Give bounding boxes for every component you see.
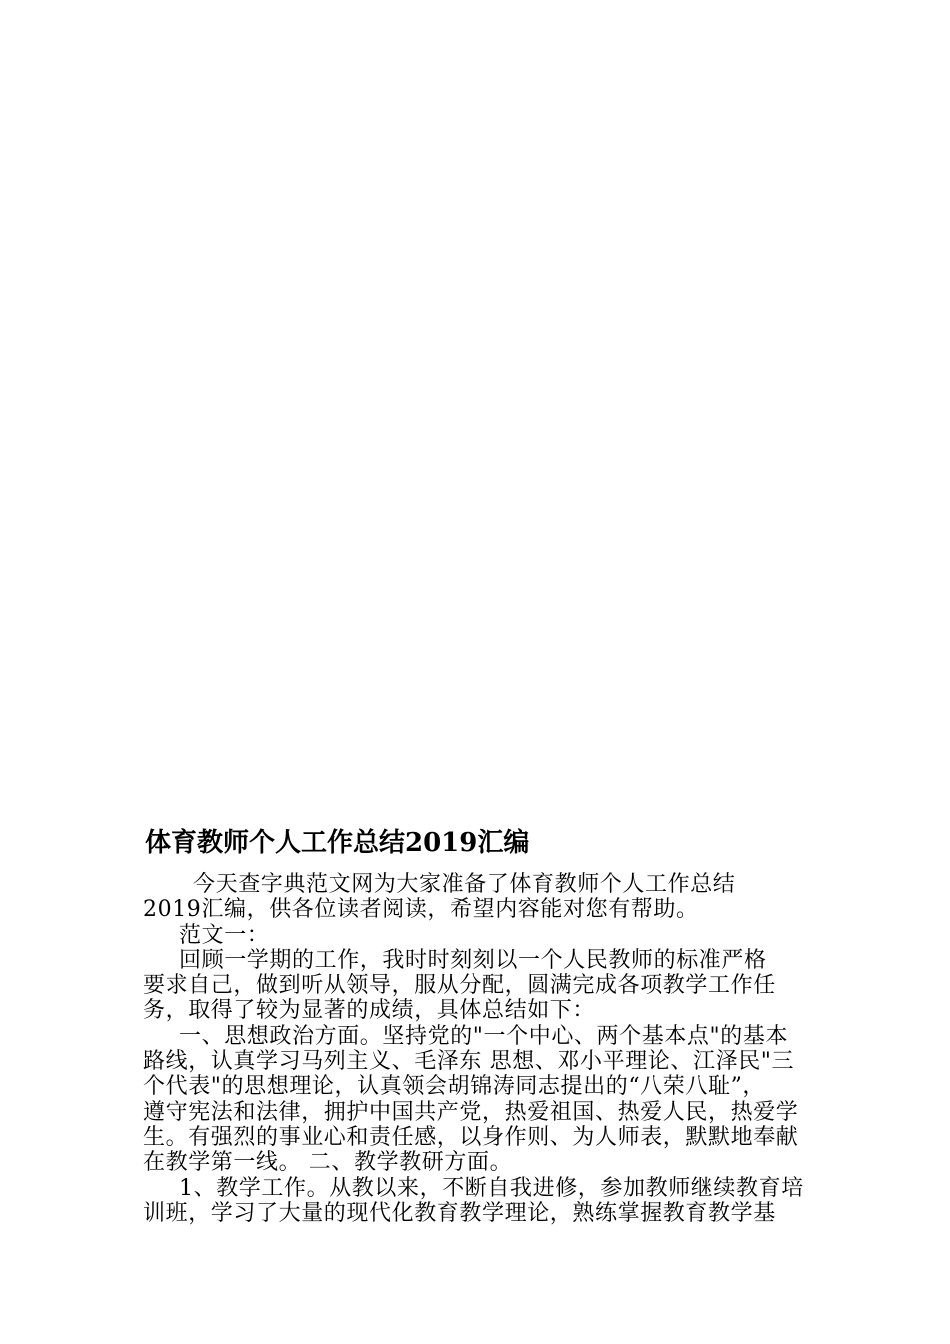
text-line: 要求自己，做到听从领导，服从分配，圆满完成各项教学工作任 (143, 973, 776, 999)
text-line: 一、思想政治方面。坚持党的"一个中心、两个基本点"的基本 (179, 1023, 789, 1049)
text-line: 1、教学工作。从教以来，不断自我进修，参加教师继续教育培 (179, 1175, 804, 1201)
text-line: 回顾一学期的工作，我时时刻刻以一个人民教师的标准严格 (179, 947, 767, 973)
text-line: 遵守宪法和法律，拥护中国共产党，热爱祖国、热爱人民，热爱学 (143, 1099, 799, 1125)
text-line: 务，取得了较为显著的成绩，具体总结如下： (143, 998, 596, 1024)
document-body (143, 872, 813, 1226)
text-line: 路线，认真学习马列主义、毛泽东 思想、邓小平理论、江泽民"三 (143, 1049, 795, 1075)
document-title: 体育教师个人工作总结2019汇编 (145, 828, 530, 858)
text-line: 个代表"的思想理论，认真领会胡锦涛同志提出的“八荣八耻”， (143, 1074, 766, 1100)
text-line: 生。有强烈的事业心和责任感，以身作则、为人师表，默默地奉献 (143, 1124, 799, 1150)
text-line: 2019汇编，供各位读者阅读，希望内容能对您有帮助。 (143, 897, 699, 923)
text-line: 范文一： (179, 922, 270, 948)
text-line: 在教学第一线。 二、教学教研方面。 (143, 1150, 513, 1176)
text-line: 今天查字典范文网为大家准备了体育教师个人工作总结 (193, 872, 736, 897)
text-line: 训班，学习了大量的现代化教育教学理论，熟练掌握教育教学基 (143, 1200, 776, 1226)
